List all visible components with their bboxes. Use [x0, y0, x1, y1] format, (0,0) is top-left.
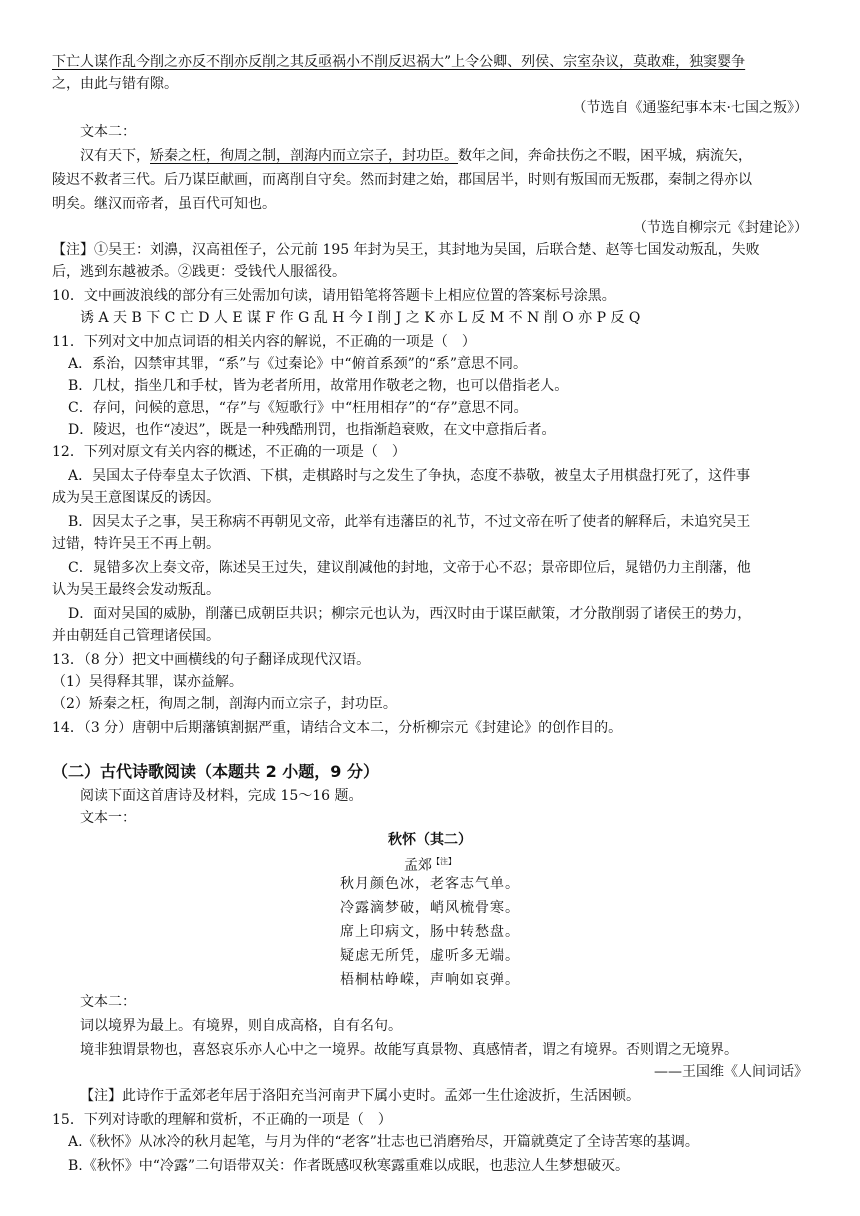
text2-label: 文本二：: [80, 994, 136, 1010]
q10-options: 诱 A 天 B 下 C 亡 D 人 E 谋 F 作 G 乱 H 今 I 削 J 之 K 亦 L 反 M 不 N 削 O 亦 P 反 Q: [80, 310, 641, 326]
passage2-label: 文本二：: [80, 124, 136, 140]
passage2-line2: 陵迟不救者三代。后乃谋臣献画，而离削自守矣。然而封建之始，郡国居半，时则有叛国而无叛郡，秦制之得亦以: [52, 172, 752, 188]
q11-option-b: B．几杖，指坐几和手杖，皆为老者所用，故常用作敬老之物，也可以借指老人。: [68, 378, 569, 394]
q12-option-d-line2: 并由朝廷自己管理诸侯国。: [52, 628, 220, 644]
q15-option-b: B.《秋怀》中“冷露”二句语带双关：作者既感叹秋寒露重难以成眠，也悲泣人生梦想破灭。: [68, 1158, 630, 1174]
passage2-line1: 汉有天下，矫秦之枉，徇周之制，剖海内而立宗子，封功臣。数年之间，奔命扶伤之不暇，困平城，病流矢，: [80, 148, 752, 164]
q12-option-c-line2: 认为吴王最终会发动叛乱。: [52, 582, 220, 598]
q13-stem: 13．（8 分）把文中画横线的句子翻译成现代汉语。: [52, 652, 371, 668]
q15-stem: 15．下列对诗歌的理解和赏析，不正确的一项是（ ）: [52, 1112, 392, 1128]
poem-line: 秋月颜色冰，老客志气单。: [340, 876, 520, 892]
notes1-line1: 【注】①吴王：刘濞，汉高祖侄子，公元前 195 年封为吴王，其封地为吴国，后联合楚、赵等七国发动叛乱，失败: [52, 242, 760, 258]
notes2: 【注】此诗作于孟郊老年居于洛阳充当河南尹下属小吏时。孟郊一生仕途波折，生活困顿。: [80, 1088, 640, 1104]
q12-option-b-line2: 过错，特许吴王不再上朝。: [52, 536, 220, 552]
text1-label: 文本一：: [80, 810, 136, 826]
q12-option-a-line2: 成为吴王意图谋反的诱因。: [52, 490, 220, 506]
author-note-mark: 【注】: [432, 857, 456, 866]
q13-sentence-1: （1）吴得释其罪，谋亦益解。: [52, 674, 243, 690]
q13-sentence-2: （2）矫秦之枉，徇周之制，剖海内而立宗子，封功臣。: [52, 696, 397, 712]
passage1-line1: 下亡人谋作乱今削之亦反不削亦反削之其反亟祸小不削反迟祸大”上令公卿、列侯、宗室杂议，莫敢难，独窦婴争: [52, 54, 746, 70]
notes1-line2: 后，逃到东越被杀。②践更：受钱代人服徭役。: [52, 264, 346, 280]
q12-option-d-line1: D．面对吴国的威胁，削藩已成朝臣共识；柳宗元也认为，西汉时由于谋臣献策，才分散削弱了诸侯王的势力，: [68, 606, 752, 622]
q12-stem: 12．下列对原文有关内容的概述，不正确的一项是（ ）: [52, 444, 406, 460]
q11-option-c: C．存问，问候的意思，“存”与《短歌行》中“枉用相存”的“存”意思不同。: [68, 400, 528, 416]
q11-option-a: A．系治，囚禁审其罪，“系”与《过秦论》中“俯首系颈”的“系”意思不同。: [68, 356, 528, 372]
text2-source: ——王国维《人间词话》: [654, 1064, 808, 1080]
q11-option-d: D．陵迟，也作“凌迟”，既是一种残酷刑罚，也指渐趋衰败，在文中意指后者。: [68, 422, 556, 438]
q12-option-c-line1: C．晁错多次上奏文帝，陈述吴王过失，建议削减他的封地，文帝于心不忍；景帝即位后，晁错仍力主削藩，他: [68, 560, 751, 576]
q15-option-a: A.《秋怀》从冰冷的秋月起笔，与月为伴的“老客”壮志也已消磨殆尽，开篇就奠定了全诗苦寒的基调。: [68, 1134, 699, 1150]
section-title-poetry: （二）古代诗歌阅读（本题共 2 小题，9 分）: [52, 762, 379, 781]
q12-option-b-line1: B．因吴太子之事，吴王称病不再朝见文帝，此举有违藩臣的礼节，不过文帝在听了使者的解释后，未追究吴王: [68, 514, 751, 530]
passage2-source: （节选自柳宗元《封建论》）: [633, 220, 808, 236]
text2-line1: 词以境界为最上。有境界，则自成高格，自有名句。: [80, 1018, 402, 1034]
q11-stem: 11．下列对文中加点词语的相关内容的解说，不正确的一项是（ ）: [52, 334, 476, 350]
poem-line: 席上印病文，肠中转愁盘。: [340, 924, 520, 940]
q12-option-a-line1: A．吴国太子侍奉皇太子饮酒、下棋，走棋路时与之发生了争执，态度不恭敬，被皇太子用棋盘打死了，这件事: [68, 468, 751, 484]
passage1-line2: 之，由此与错有隙。: [52, 76, 178, 92]
q14-stem: 14．（3 分）唐朝中后期藩镇割据严重，请结合文本二，分析柳宗元《封建论》的创作目的。: [52, 720, 623, 736]
text2-line2: 境非独谓景物也，喜怒哀乐亦人心中之一境界。故能写真景物、真感情者，谓之有境界。否则谓之无境界。: [80, 1042, 738, 1058]
passage1-source: （节选自《通鉴纪事本末·七国之叛》）: [572, 100, 808, 116]
poem-title: 秋怀（其二）: [388, 832, 472, 848]
q10-stem: 10．文中画波浪线的部分有三处需加句读，请用铅笔将答题卡上相应位置的答案标号涂黑。: [52, 288, 616, 304]
section-intro: 阅读下面这首唐诗及材料，完成 15～16 题。: [80, 788, 363, 804]
poem-author: 孟郊$^{【注】}$: [404, 857, 456, 874]
poem-line: 冷露滴梦破，峭风梳骨寒。: [340, 900, 520, 916]
passage2-line3: 明矣。继汉而帝者，虽百代可知也。: [52, 196, 276, 212]
poem-line: 疑虑无所凭，虚听多无端。: [340, 948, 520, 964]
poem-line: 梧桐枯峥嵘，声响如哀弹。: [340, 972, 520, 988]
